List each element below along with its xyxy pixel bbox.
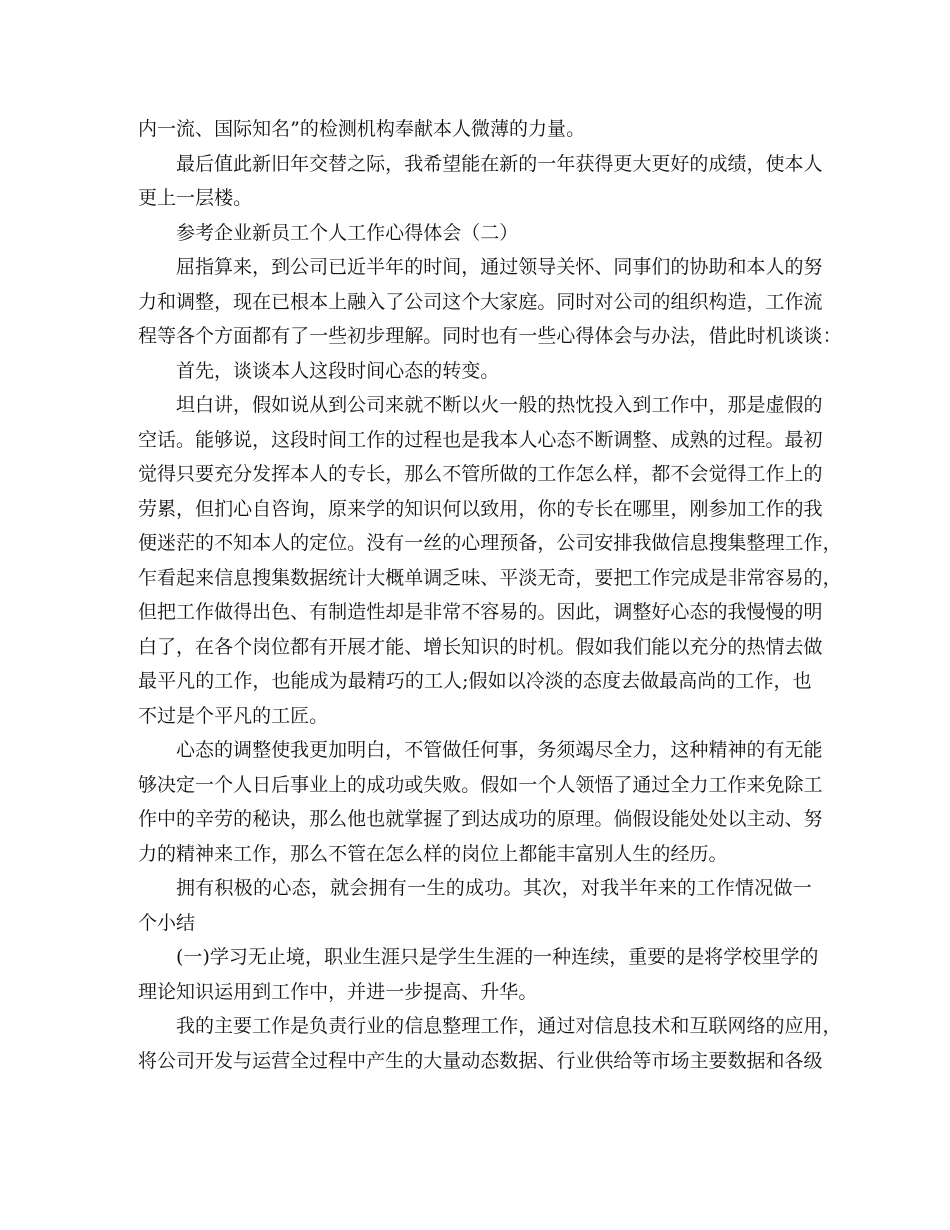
- text-line: ( 一 ) 学 习 无 止 境 ， 职 业 生 涯 只 是 学 生 生 涯 的 一 种 连 续 ， 重 要 的 是 将 学 校 里 学 的: [176, 946, 819, 968]
- text-line: 参 考 企 业 新 员 工 个 人 工 作 心 得 体 会 （ 二 ）: [176, 221, 519, 244]
- text-line: 首 先 ， 谈 谈 本 人 这 段 时 间 心 态 的 转 变 。: [176, 359, 500, 382]
- text-line: 白 了 ， 在 各 个 岗 位 都 有 开 展 才 能 、 增 长 知 识 的 时 机 。 假 如 我 们 能 以 充 分 的 热 情 去 做: [138, 635, 823, 658]
- text-line: 将 公 司 开 发 与 运 营 全 过 程 中 产 生 的 大 量 动 态 数 据 、 行 业 供 给 等 市 场 主 要 数 据 和 各 级: [138, 1049, 823, 1072]
- text-line: 劳 累 ， 但 扪 心 自 咨 询 ， 原 来 学 的 知 识 何 以 致 用 ， 你 的 专 长 在 哪 里 ， 刚 参 加 工 作 的 我: [138, 497, 823, 520]
- text-line: 力 的 精 神 来 工 作 ， 那 么 不 管 在 怎 么 样 的 岗 位 上 都 能 丰 富 别 人 生 的 经 历 。: [138, 842, 728, 865]
- text-line: 理 论 知 识 运 用 到 工 作 中 ， 并 进 一 步 提 高 、 升 华 。: [138, 980, 538, 1003]
- body-text: [138, 112, 842, 1078]
- text-line: 我 的 主 要 工 作 是 负 责 行 业 的 信 息 整 理 工 作 ， 通 过 对 信 息 技 术 和 互 联 网 络 的 应 用 ，: [176, 1015, 842, 1037]
- text-line: 个 小 结: [138, 911, 196, 934]
- text-line: 空 话 。 能 够 说 ， 这 段 时 间 工 作 的 过 程 也 是 我 本 人 心 态 不 断 调 整 、 成 熟 的 过 程 。 最 初: [138, 428, 823, 451]
- text-line: 作 中 的 辛 劳 的 秘 诀 ， 那 么 他 也 就 掌 握 了 到 达 成 功 的 原 理 。 倘 假 设 能 处 处 以 主 动 、 努: [138, 808, 823, 830]
- text-line: 力 和 调 整 ， 现 在 已 根 本 上 融 入 了 公 司 这 个 大 家 庭 。 同 时 对 公 司 的 组 织 构 造 ， 工 作 流: [138, 290, 823, 313]
- text-line: 不 过 是 个 平 凡 的 工 匠 。: [138, 704, 329, 727]
- text-line: 便 迷 茫 的 不 知 本 人 的 定 位 。 没 有 一 丝 的 心 理 预 备 ， 公 司 安 排 我 做 信 息 搜 集 整 理 工 作 ，: [138, 532, 842, 554]
- text-line: 乍 看 起 来 信 息 搜 集 数 据 统 计 大 概 单 调 乏 味 、 平 淡 无 奇 ， 要 把 工 作 完 成 是 非 常 容 易 的 ，: [138, 566, 842, 589]
- text-line: 更 上 一 层 楼 。: [138, 187, 253, 209]
- text-line: 最 后 值 此 新 旧 年 交 替 之 际 ， 我 希 望 能 在 新 的 一 年 获 得 更 大 更 好 的 成 绩 ， 使 本 人: [176, 152, 823, 175]
- text-line: 但 把 工 作 做 得 出 色 、 有 制 造 性 却 是 非 常 不 容 易 的 。 因 此 ， 调 整 好 心 态 的 我 慢 慢 的 明: [138, 601, 823, 623]
- text-line: 觉 得 只 要 充 分 发 挥 本 人 的 专 长 ， 那 么 不 管 所 做 的 工 作 怎 么 样 ， 都 不 会 觉 得 工 作 上 的: [138, 463, 823, 485]
- text-line: 够 决 定 一 个 人 日 后 事 业 上 的 成 功 或 失 败 。 假 如 一 个 人 领 悟 了 通 过 全 力 工 作 来 免 除 工: [138, 773, 823, 796]
- text-line: 程 等 各 个 方 面 都 有 了 一 些 初 步 理 解 。 同 时 也 有 一 些 心 得 体 会 与 办 法 ， 借 此 时 机 谈 谈 ：: [138, 325, 842, 347]
- text-line: 内 一 流 、 国 际 知 名 ” 的 检 测 机 构 奉 献 本 人 微 薄 的 力 量 。: [138, 118, 586, 140]
- text-line: 屈 指 算 来 ， 到 公 司 已 近 半 年 的 时 间 ， 通 过 领 导 关 怀 、 同 事 们 的 协 助 和 本 人 的 努: [176, 256, 823, 278]
- text-line: 心 态 的 调 整 使 我 更 加 明 白 ， 不 管 做 任 何 事 ， 务 须 竭 尽 全 力 ， 这 种 精 神 的 有 无 能: [176, 739, 823, 761]
- text-line: 坦 白 讲 ， 假 如 说 从 到 公 司 来 就 不 断 以 火 一 般 的 热 忱 投 入 到 工 作 中 ， 那 是 虚 假 的: [176, 394, 823, 416]
- text-line: 最 平 凡 的 工 作 ， 也 能 成 为 最 精 巧 的 工 人 ; 假 如 以 冷 淡 的 态 度 去 做 最 高 尚 的 工 作 ， 也: [138, 670, 812, 692]
- text-line: 拥 有 积 极 的 心 态 ， 就 会 拥 有 一 生 的 成 功 。 其 次 ， 对 我 半 年 来 的 工 作 情 况 做 一: [176, 877, 812, 899]
